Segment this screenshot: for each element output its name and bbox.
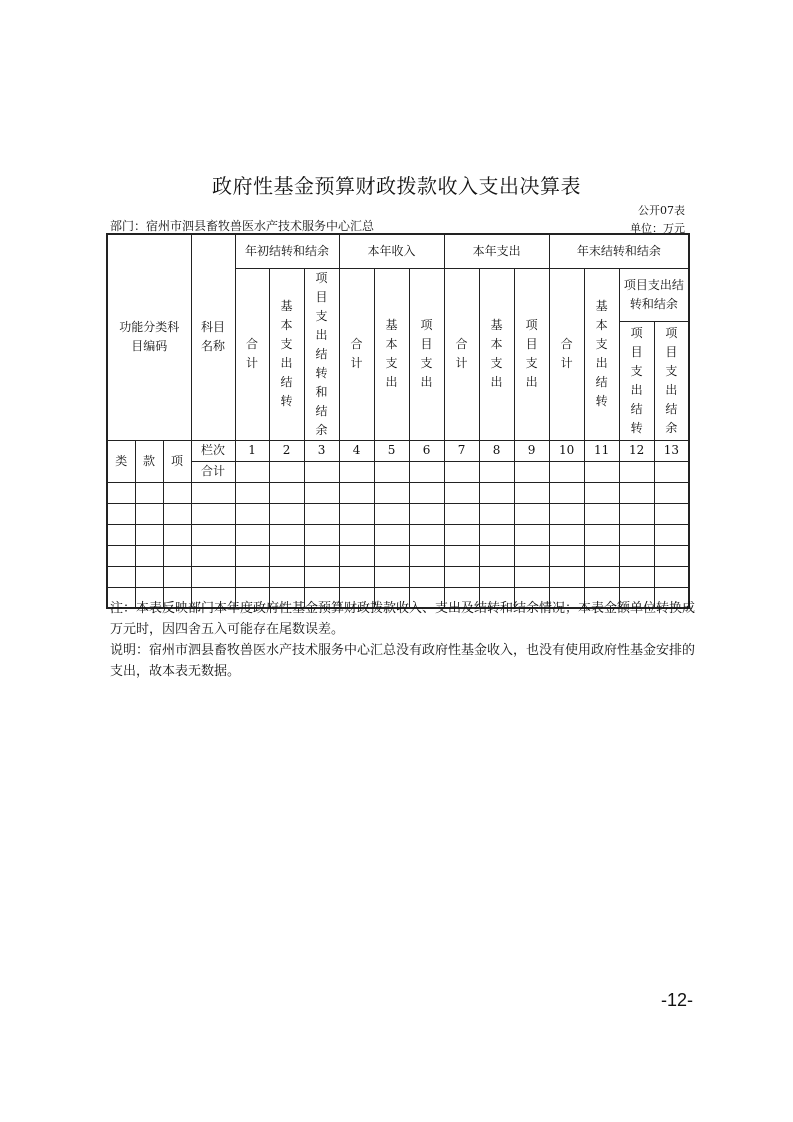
table-row — [107, 482, 689, 503]
page-number: -12- — [660, 990, 693, 1010]
header-lei: 类 — [107, 440, 135, 482]
header-subject-name: 科目名称 — [191, 234, 235, 440]
page-title: 政府性基金预算财政拨款收入支出决算表 — [212, 174, 581, 198]
col-number: 6 — [409, 440, 444, 461]
header-expense-project: 项目支出 — [525, 318, 538, 389]
header-expense-basic: 基本支出 — [490, 318, 503, 389]
header-begin-project: 项目支出结转和结余 — [315, 270, 328, 437]
header-end-project-balance: 项目支出结余 — [665, 325, 678, 435]
table-row — [107, 503, 689, 524]
header-end-balance: 年末结转和结余 — [549, 234, 689, 268]
table-note: 注：本表反映部门本年度政府性基金预算财政拨款收入、支出及结转和结余情况；本表金额单位转换成万元时，因四舍五入可能存在尾数误差。 — [110, 601, 696, 637]
header-end-basic: 基本支出结转 — [595, 299, 608, 408]
col-number: 9 — [514, 440, 549, 461]
header-end-total: 合计 — [560, 337, 573, 370]
table-row — [107, 545, 689, 566]
col-number: 13 — [654, 440, 689, 461]
header-function-code: 功能分类科目编码 — [107, 234, 191, 440]
table-row-total — [107, 461, 689, 482]
department-label: 部门：宿州市泗县畜牧兽医水产技术服务中心汇总 — [110, 219, 375, 233]
header-income-basic: 基本支出 — [385, 318, 398, 389]
row-lanci-label: 栏次 — [191, 440, 235, 461]
header-income-total: 合计 — [350, 337, 363, 370]
header-kuan: 款 — [135, 440, 163, 482]
header-income-project: 项目支出 — [420, 318, 433, 389]
col-number: 5 — [374, 440, 409, 461]
header-end-project-group: 项目支出结转和结余 — [619, 268, 689, 322]
table-explanation: 说明：宿州市泗县畜牧兽医水产技术服务中心汇总没有政府性基金收入，也没有使用政府性基金安排的支出，故本表无数据。 — [110, 643, 696, 679]
header-expense: 本年支出 — [444, 234, 549, 268]
col-number: 4 — [339, 440, 374, 461]
budget-table — [106, 233, 690, 609]
header-income: 本年收入 — [339, 234, 444, 268]
table-row — [107, 566, 689, 587]
header-begin-total: 合计 — [246, 337, 259, 370]
row-total-label: 合计 — [191, 461, 235, 482]
unit-label: 单位：万元 — [630, 222, 685, 235]
col-number: 12 — [619, 440, 654, 461]
col-number: 8 — [479, 440, 514, 461]
col-number: 10 — [549, 440, 584, 461]
header-xiang: 项 — [163, 440, 191, 482]
col-number: 7 — [444, 440, 479, 461]
table-row — [107, 524, 689, 545]
col-number: 2 — [269, 440, 304, 461]
col-number: 1 — [235, 440, 269, 461]
col-number: 11 — [584, 440, 619, 461]
header-end-project-carry: 项目支出结转 — [630, 325, 643, 435]
form-number: 公开07表 — [638, 204, 685, 217]
header-expense-total: 合计 — [455, 337, 468, 370]
col-number: 3 — [304, 440, 339, 461]
header-begin-basic: 基本支出结转 — [280, 299, 293, 408]
header-begin-balance: 年初结转和结余 — [235, 234, 339, 268]
